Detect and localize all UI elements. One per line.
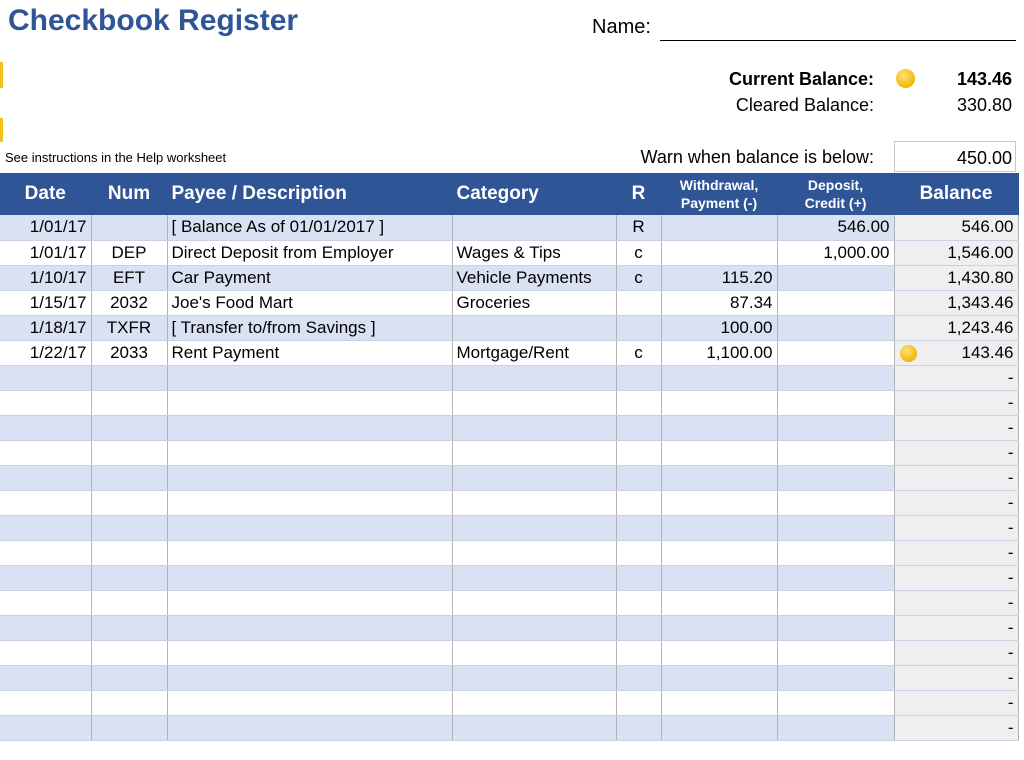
cell-payee[interactable] [167,240,452,265]
cell-num-text: TXFR [106,317,152,337]
cell-deposit[interactable] [777,265,894,290]
cell-category[interactable] [452,615,616,640]
table-row [0,440,1018,465]
cell-reconciled-text: R [632,217,645,237]
table-row [0,590,1018,615]
cell-num[interactable] [91,215,167,240]
cell-reconciled[interactable] [616,340,661,365]
cell-num[interactable] [91,290,167,315]
cell-reconciled[interactable] [616,390,661,415]
warn-threshold-input[interactable]: 450.00 [894,141,1016,172]
cell-date[interactable] [0,565,91,590]
col-header-category[interactable]: Category [452,173,616,215]
cell-payee[interactable] [167,715,452,740]
cell-num-text: DEP [111,242,147,262]
cell-num-text: 2032 [110,292,148,312]
help-note: See instructions in the Help worksheet [5,150,227,165]
cell-date[interactable] [0,390,91,415]
warning-coin-icon [896,69,915,88]
cell-balance-text: - [1007,517,1014,537]
table-row [0,465,1018,490]
cell-balance [894,565,1018,590]
cell-balance-text: - [1007,642,1014,662]
cell-num[interactable] [91,665,167,690]
cell-withdrawal-text: 87.34 [729,292,773,312]
cell-balance-text: - [1007,717,1014,737]
cell-num[interactable] [91,690,167,715]
cell-num[interactable] [91,415,167,440]
cell-deposit[interactable] [777,615,894,640]
cell-reconciled[interactable] [616,365,661,390]
cell-category[interactable] [452,590,616,615]
cell-date[interactable] [0,290,91,315]
cell-reconciled[interactable] [616,265,661,290]
cell-withdrawal[interactable] [661,490,777,515]
cell-num-text: 2033 [110,342,148,362]
cell-payee[interactable] [167,315,452,340]
cell-payee[interactable] [167,540,452,565]
cell-withdrawal-text: 100.00 [720,317,773,337]
sheet-edge-marker [0,62,3,88]
cell-deposit[interactable] [777,590,894,615]
cell-balance [894,265,1018,290]
table-row [0,215,1018,240]
cell-date[interactable] [0,265,91,290]
cell-balance-text: 1,430.80 [947,267,1014,287]
cell-payee-text: [ Transfer to/from Savings ] [171,317,376,337]
cell-balance-text: - [1007,442,1014,462]
cleared-balance-label: Cleared Balance: [735,95,874,115]
cell-withdrawal[interactable] [661,590,777,615]
cell-payee[interactable] [167,290,452,315]
col-header-deposit-line2: Credit (+) [804,195,867,211]
cell-reconciled[interactable] [616,715,661,740]
cell-deposit[interactable] [777,440,894,465]
cell-payee[interactable] [167,515,452,540]
cell-date[interactable] [0,640,91,665]
cell-category[interactable] [452,240,616,265]
cell-balance [894,415,1018,440]
cell-category-text: Mortgage/Rent [456,342,569,362]
warn-threshold-label: Warn when balance is below: [640,147,874,167]
cell-withdrawal[interactable] [661,540,777,565]
cell-balance [894,490,1018,515]
cell-category[interactable] [452,415,616,440]
table-row [0,665,1018,690]
cell-num[interactable] [91,565,167,590]
current-balance-label: Current Balance: [728,69,874,89]
cell-num[interactable] [91,340,167,365]
cell-balance [894,665,1018,690]
cell-deposit[interactable] [777,640,894,665]
table-row [0,565,1018,590]
cell-withdrawal[interactable] [661,290,777,315]
cell-withdrawal[interactable] [661,390,777,415]
cell-deposit[interactable] [777,515,894,540]
cell-date[interactable] [0,415,91,440]
cell-payee[interactable] [167,490,452,515]
cell-payee[interactable] [167,265,452,290]
cell-payee[interactable] [167,615,452,640]
cell-num[interactable] [91,490,167,515]
cell-date-text: 1/18/17 [29,317,87,337]
cell-date[interactable] [0,540,91,565]
cell-deposit[interactable] [777,665,894,690]
cell-balance [894,465,1018,490]
cell-date[interactable] [0,690,91,715]
cell-withdrawal[interactable] [661,340,777,365]
cell-deposit[interactable] [777,565,894,590]
cell-payee[interactable] [167,390,452,415]
cell-payee[interactable] [167,340,452,365]
cell-withdrawal[interactable] [661,465,777,490]
cell-withdrawal[interactable] [661,240,777,265]
cell-reconciled[interactable] [616,540,661,565]
cell-balance-text: - [1007,367,1014,387]
cell-balance [894,715,1018,740]
cell-balance [894,290,1018,315]
table-row [0,640,1018,665]
cell-withdrawal-text: 1,100.00 [706,342,773,362]
cell-balance-text: 1,546.00 [947,242,1014,262]
cell-num[interactable] [91,590,167,615]
cell-date[interactable] [0,440,91,465]
table-row [0,390,1018,415]
cell-reconciled[interactable] [616,565,661,590]
cell-reconciled[interactable] [616,465,661,490]
cell-reconciled[interactable] [616,240,661,265]
cell-num[interactable] [91,440,167,465]
cell-balance-text: 546.00 [961,217,1014,237]
cell-reconciled[interactable] [616,690,661,715]
col-header-num[interactable]: Num [91,173,167,215]
table-row [0,690,1018,715]
cell-withdrawal[interactable] [661,665,777,690]
cell-balance-text: - [1007,417,1014,437]
table-row [0,290,1018,315]
cell-num[interactable] [91,240,167,265]
cell-num[interactable] [91,365,167,390]
cleared-balance-value: 330.80 [956,95,1012,115]
cell-reconciled[interactable] [616,515,661,540]
cell-num[interactable] [91,465,167,490]
cell-balance [894,215,1018,240]
cell-withdrawal[interactable] [661,690,777,715]
cell-reconciled[interactable] [616,215,661,240]
cell-reconciled[interactable] [616,590,661,615]
cell-payee[interactable] [167,590,452,615]
cell-date[interactable] [0,215,91,240]
cell-category[interactable] [452,390,616,415]
cell-withdrawal[interactable] [661,615,777,640]
cell-withdrawal[interactable] [661,440,777,465]
cell-deposit[interactable] [777,240,894,265]
cell-date[interactable] [0,465,91,490]
col-header-deposit-line1: Deposit, [807,177,864,193]
cell-reconciled[interactable] [616,665,661,690]
cell-balance [894,590,1018,615]
cell-deposit[interactable] [777,340,894,365]
cell-num[interactable] [91,615,167,640]
cell-balance [894,615,1018,640]
cell-balance [894,515,1018,540]
cell-balance-text: - [1007,567,1014,587]
cell-date[interactable] [0,615,91,640]
cell-deposit[interactable] [777,290,894,315]
cell-payee[interactable] [167,440,452,465]
col-header-deposit[interactable] [777,173,894,215]
cell-balance [894,315,1018,340]
col-header-date[interactable]: Date [0,173,91,215]
cell-deposit[interactable] [777,315,894,340]
cell-deposit[interactable] [777,415,894,440]
cell-balance-text: 1,343.46 [947,292,1014,312]
cell-date[interactable] [0,490,91,515]
cell-withdrawal[interactable] [661,515,777,540]
cell-category[interactable] [452,265,616,290]
cell-category[interactable] [452,715,616,740]
col-header-withdrawal-line1: Withdrawal, [679,177,759,193]
cell-reconciled[interactable] [616,315,661,340]
cell-withdrawal[interactable] [661,215,777,240]
register-table [0,173,1019,741]
cell-deposit[interactable] [777,215,894,240]
cell-reconciled-text: c [634,267,643,287]
cell-category-text: Groceries [456,292,531,312]
cell-deposit[interactable] [777,490,894,515]
cell-date-text: 1/01/17 [29,242,87,262]
cell-category[interactable] [452,465,616,490]
header-row [0,173,1018,215]
cell-balance-text: - [1007,667,1014,687]
cell-balance-text: - [1007,492,1014,512]
cell-payee[interactable] [167,665,452,690]
cell-num[interactable] [91,315,167,340]
cell-category[interactable] [452,640,616,665]
cell-date[interactable] [0,240,91,265]
cell-balance [894,365,1018,390]
table-row [0,265,1018,290]
cell-category-text: Vehicle Payments [456,267,592,287]
cell-num[interactable] [91,715,167,740]
cell-reconciled[interactable] [616,640,661,665]
cell-balance-text: - [1007,542,1014,562]
cell-category[interactable] [452,665,616,690]
cell-deposit-text: 1,000.00 [823,242,890,262]
cell-date[interactable] [0,365,91,390]
table-row [0,415,1018,440]
cell-payee[interactable] [167,640,452,665]
cell-category[interactable] [452,340,616,365]
table-row [0,240,1018,265]
table-row [0,515,1018,540]
col-header-balance[interactable]: Balance [894,173,1018,215]
cell-withdrawal[interactable] [661,265,777,290]
cell-deposit[interactable] [777,715,894,740]
cell-num[interactable] [91,640,167,665]
cell-category-text: Wages & Tips [456,242,561,262]
cell-balance-text: - [1007,692,1014,712]
cell-payee-text: Direct Deposit from Employer [171,242,394,262]
table-row [0,615,1018,640]
cell-payee[interactable] [167,215,452,240]
cell-balance-text: - [1007,617,1014,637]
cell-category[interactable] [452,440,616,465]
col-header-withdrawal-line2: Payment (-) [680,195,758,211]
cell-balance-text: - [1007,592,1014,612]
cell-payee[interactable] [167,690,452,715]
cell-payee-text: Car Payment [171,267,271,287]
cell-reconciled[interactable] [616,490,661,515]
cell-deposit[interactable] [777,690,894,715]
cell-reconciled[interactable] [616,615,661,640]
cell-date[interactable] [0,665,91,690]
table-row [0,715,1018,740]
warning-coin-icon [900,345,917,362]
cell-withdrawal[interactable] [661,640,777,665]
cell-num[interactable] [91,265,167,290]
cell-date[interactable] [0,590,91,615]
cell-category[interactable] [452,365,616,390]
cell-balance [894,240,1018,265]
cell-reconciled[interactable] [616,440,661,465]
cell-reconciled-text: c [634,342,643,362]
cell-payee[interactable] [167,415,452,440]
name-label: Name: [592,16,651,38]
cell-payee[interactable] [167,465,452,490]
cell-date-text: 1/15/17 [29,292,87,312]
cell-deposit[interactable] [777,540,894,565]
cell-reconciled-text: c [634,242,643,262]
cell-deposit-text: 546.00 [837,217,890,237]
cell-reconciled[interactable] [616,415,661,440]
cell-date[interactable] [0,315,91,340]
page-title: Checkbook Register [8,4,299,37]
cell-category[interactable] [452,690,616,715]
table-row [0,365,1018,390]
cell-category[interactable] [452,565,616,590]
cell-deposit[interactable] [777,390,894,415]
cell-date[interactable] [0,715,91,740]
cell-category[interactable] [452,540,616,565]
cell-deposit[interactable] [777,365,894,390]
cell-date-text: 1/10/17 [29,267,87,287]
cell-balance [894,690,1018,715]
cell-category[interactable] [452,290,616,315]
cell-balance [894,390,1018,415]
col-header-r[interactable]: R [616,173,661,215]
col-header-withdrawal[interactable] [661,173,777,215]
table-row [0,340,1018,365]
cell-reconciled[interactable] [616,290,661,315]
cell-withdrawal[interactable] [661,715,777,740]
cell-num[interactable] [91,515,167,540]
cell-withdrawal[interactable] [661,565,777,590]
cell-payee[interactable] [167,365,452,390]
cell-balance [894,540,1018,565]
cell-payee[interactable] [167,565,452,590]
cell-date-text: 1/22/17 [29,342,87,362]
cell-balance-text: 1,243.46 [947,317,1014,337]
table-row [0,315,1018,340]
table-row [0,540,1018,565]
cell-balance [894,640,1018,665]
name-input[interactable] [660,40,1016,41]
cell-balance [894,440,1018,465]
cell-category[interactable] [452,315,616,340]
cell-payee-text: Rent Payment [171,342,280,362]
cell-date[interactable] [0,515,91,540]
cell-payee-text: Joe's Food Mart [171,292,293,312]
cell-num[interactable] [91,390,167,415]
cell-withdrawal[interactable] [661,415,777,440]
cell-category[interactable] [452,490,616,515]
cell-date-text: 1/01/17 [29,217,87,237]
sheet-edge-marker [0,118,3,142]
cell-withdrawal[interactable] [661,315,777,340]
cell-balance-text: - [1007,392,1014,412]
col-header-payee[interactable]: Payee / Description [167,173,452,215]
cell-num[interactable] [91,540,167,565]
cell-deposit[interactable] [777,465,894,490]
cell-withdrawal-text: 115.20 [721,267,773,287]
current-balance-value: 143.46 [956,69,1012,89]
cell-payee-text: [ Balance As of 01/01/2017 ] [171,217,385,237]
cell-category[interactable] [452,515,616,540]
cell-num-text: EFT [112,267,146,287]
table-row [0,490,1018,515]
cell-balance [894,340,1018,365]
cell-category[interactable] [452,215,616,240]
cell-withdrawal[interactable] [661,365,777,390]
cell-date[interactable] [0,340,91,365]
cell-balance-text: 143.46 [961,342,1014,362]
cell-balance-text: - [1007,467,1014,487]
